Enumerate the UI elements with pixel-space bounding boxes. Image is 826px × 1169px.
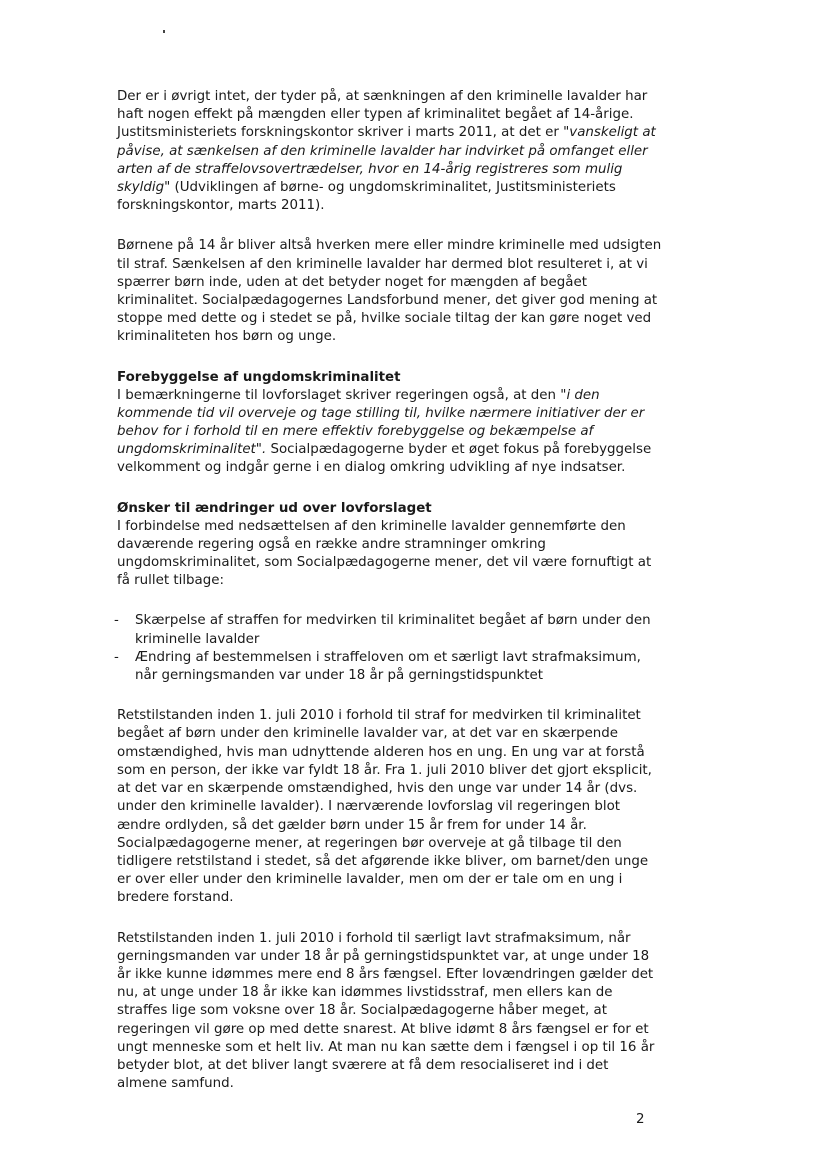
section-body: I forbindelse med nedsættelsen af den kriminelle lavalder gennemførte den daværende regering også en række andre stramninger omkring ungdomskriminalitet, som Socialpædagogerne mener, det vil være fornuftigt at få rullet tilbage: [117,518,652,589]
section-wishes [114,500,662,686]
scan-speck [163,30,165,33]
list-item-text: Ændring af bestemmelsen i straffeloven om et særligt lavt strafmaksimum, når gerningsmanden var under 18 år på gerningstidspunktet [135,649,641,684]
section-body [117,387,662,478]
quote-text: "vanskeligt at påvise, at sænkelsen af den kriminelle lavalder har indvirket på omfanget eller arten af de straffelovsovertrædelser, hvor en 14-årig registreres som mulig skyldig" [117,125,656,196]
paragraph-text: (Udviklingen af børne- og ungdomskriminalitet, Justitsministeriets forskningskontor, marts 2011). [117,180,616,214]
paragraph-complicity: Retstilstanden inden 1. juli 2010 i forhold til straf for medvirken til kriminalitet begået af børn under den kriminelle lavalder var, at det var en skærpende omstændighed, hvis man udnyttende alderen hos en ung. En ung var at forstå som en person, der ikke var fyldt 18 år. Fra 1. juli 2010 bliver det gjort eksplicit, at det var en skærpende omstændighed, hvis den unge var under 14 år (dvs. under den kriminelle lavalder). I nærværende lovforslag vil regeringen blot ændre ordlyden, så det gælder børn under 15 år frem for under 14 år. Socialpædagogerne mener, at regeringen bør overveje at gå tilbage til den tidligere retstilstand i stedet, så det afgørende ikke bliver, om barnet/den unge er over eller under den kriminelle lavalder, men om der er tale om en ung i bredere forstand. [117,708,652,906]
dash-list [114,612,662,685]
list-item [114,649,662,685]
paragraph-children-14: Børnene på 14 år bliver altså hverken mere eller mindre kriminelle med udsigten til straf. Sænkelsen af den kriminelle lavalder har dermed blot resulteret i, at vi spærrer børn inde, uden at det betyder noget for mængden af begået kriminalitet. Socialpædagogernes Landsforbund mener, det giver god mening at stoppe med dette og i stedet se på, hvilke sociale tiltag der kan gøre noget ved kriminaliteten hos børn og unge. [117,238,662,345]
paragraph-text: I bemærkningerne til lovforslaget skriver regeringen også, at den [117,387,561,403]
dash-marker: - [114,649,119,665]
dash-marker: - [114,613,119,629]
paragraph-effect-of-lowered-age [117,88,662,215]
page-number: 2 [636,1112,645,1127]
quote-text: "i den kommende tid vil overveje og tage stilling til, hvilke nærmere initiativer der er behov for i forhold til en mere effektiv forebyggelse og bekæmpelse af ungdomskriminalitet". [117,387,645,458]
list-item [114,612,662,648]
paragraph-text: Der er i øvrigt intet, der tyder på, at sænkningen af den kriminelle lavalder har haft nogen effekt på mængden eller typen af kriminalitet begået af 14-årige. Justitsministeriets forskningskontor skriver i marts 2011, at det er [117,89,648,141]
section-heading: Forebyggelse af ungdomskriminalitet [117,369,401,385]
paragraph-text: Socialpædagogerne byder et øget fokus på forebyggelse velkomment og indgår gerne i en dialog omkring udvikling af nye indsatser. [117,442,652,476]
paragraph-max-penalty: Retstilstanden inden 1. juli 2010 i forhold til særligt lavt strafmaksimum, når gerningsmanden var under 18 år på gerningstidspunktet var, at unge under 18 år ikke kunne idømmes mere end 8 års fængsel. Efter lovændringen gælder det nu, at unge under 18 år ikke kan idømmes livstidsstraf, men ellers kan de straffes lige som voksne over 18 år. Socialpædagogerne håber meget, at regeringen vil gøre op med dette snarest. At blive idømt 8 års fængsel er for et ungt menneske som et helt liv. At man nu kan sætte dem i fængsel i op til 16 år betyder blot, at det bliver langt sværere at få dem resocialiseret ind i det almene samfund. [117,930,655,1092]
document-body [114,88,662,1115]
list-item-text: Skærpelse af straffen for medvirken til kriminalitet begået af børn under den kriminelle lavalder [135,613,651,647]
section-prevention [117,369,662,478]
section-heading: Ønsker til ændringer ud over lovforslaget [117,500,432,516]
